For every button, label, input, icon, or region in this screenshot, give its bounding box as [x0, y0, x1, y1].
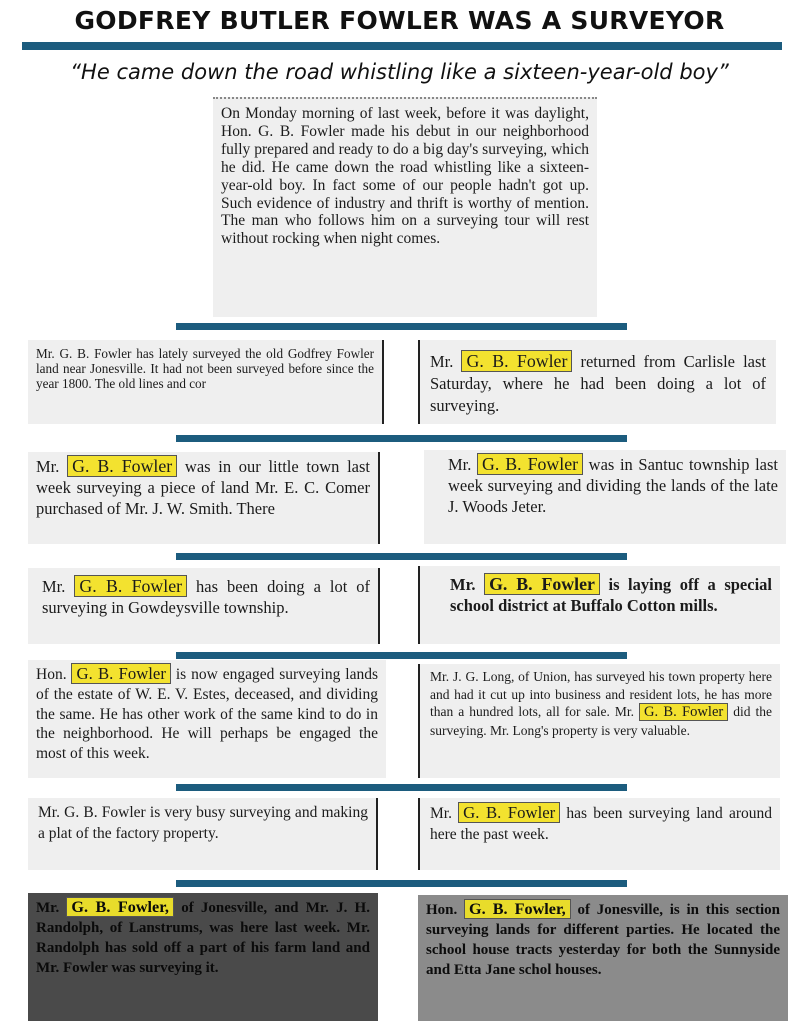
separator — [176, 435, 627, 442]
clipping-6 — [418, 566, 780, 644]
lead-clipping — [213, 97, 597, 317]
lead-clipping-text: On Monday morning of last week, before it was daylight, Hon. G. B. Fowler made his debut in our neighborhood fully prepared and ready to do a big day's surveying, which he did. He came down the road whistling like a sixteen-year-old boy. In fact some of our people hadn't got up. Such evidence of industry and thrift is worthy of mention. The man who follows him on a surveying tour will rest without rocking when night comes. — [221, 105, 589, 248]
highlighted-name: G. B. Fowler — [74, 575, 187, 597]
clipping-1 — [28, 340, 384, 424]
clipping-5 — [28, 568, 380, 644]
separator — [176, 553, 627, 560]
highlighted-name: G. B. Fowler — [477, 453, 583, 475]
title-rule — [22, 42, 782, 50]
highlighted-name: G. B. Fowler — [461, 350, 572, 372]
clipping-text: Mr. G. B. Fowler has been surveying land around here the past week. — [430, 803, 773, 843]
highlighted-name: G. B. Fowler, — [66, 897, 174, 917]
clipping-12 — [418, 895, 788, 1021]
highlighted-name: G. B. Fowler — [484, 573, 600, 595]
clipping-10 — [418, 798, 780, 870]
highlighted-name: G. B. Fowler — [71, 663, 170, 684]
clipping-text: Mr. G. B. Fowler has lately surveyed the old Godfrey Fowler land near Jonesville. It had not been surveyed before since the year 1800. The old lines and cor — [36, 346, 374, 392]
clipping-text: Hon. G. B. Fowler, of Jonesville, is in this section surveying lands for different parties. He located the school house tracts yesterday for both the Sunnyside and Etta Jane schol houses. — [426, 900, 781, 978]
clipping-text: Mr. G. B. Fowler was in Santuc township last week surveying and dividing the lands of the late J. Woods Jeter. — [448, 454, 778, 516]
highlighted-name: G. B. Fowler — [67, 455, 177, 477]
highlighted-name: G. B. Fowler — [458, 802, 560, 823]
clipping-text: Mr. G. B. Fowler, of Jonesville, and Mr. J. H. Randolph, of Lanstrums, was here last week. Mr. Randolph has sold off a part of his farm land and Mr. Fowler was surveying it. — [36, 898, 370, 976]
clipping-3 — [28, 452, 380, 544]
clipping-11 — [28, 893, 378, 1021]
page-subtitle: “He came down the road whistling like a sixteen-year-old boy” — [70, 60, 729, 84]
clipping-text: Hon. G. B. Fowler is now engaged surveying lands of the estate of W. E. V. Estes, deceased, and dividing the same. He has other work of the same kind to do in the neighborhood. He will perhaps be engaged the most of this week. — [36, 664, 378, 763]
clipping-8 — [418, 664, 780, 778]
clipping-2 — [418, 340, 776, 424]
separator — [176, 652, 627, 659]
clipping-text: Mr. G. B. Fowler is very busy surveying and making a plat of the factory property. — [38, 804, 368, 842]
separator — [176, 323, 627, 330]
clipping-7 — [28, 660, 386, 778]
clipping-text: Mr. G. B. Fowler was in our little town last week surveying a piece of land Mr. E. C. Comer purchased of Mr. J. W. Smith. There — [36, 456, 370, 518]
highlighted-name: G. B. Fowler, — [464, 899, 571, 919]
highlighted-name: G. B. Fowler — [639, 703, 728, 721]
clipping-9 — [28, 798, 378, 870]
page-title: GODFREY BUTLER FOWLER WAS A SURVEYOR — [74, 6, 725, 35]
separator — [176, 880, 627, 887]
separator — [176, 784, 627, 791]
clipping-text: Mr. G. B. Fowler has been doing a lot of surveying in Gowdeysville township. — [42, 576, 371, 617]
clipping-text: Mr. G. B. Fowler is laying off a special school district at Buffalo Cotton mills. — [450, 574, 772, 615]
clipping-4 — [424, 450, 786, 544]
clipping-text: Mr. J. G. Long, of Union, has surveyed his town property here and had it cut up into business and resident lots, he has more than a hundred lots, all for sale. Mr. G. B. Fowler did the surveying. Mr. Long's property is very valuable. — [430, 669, 772, 738]
clipping-text: Mr. G. B. Fowler returned from Carlisle last Saturday, where he had been doing a lot of surveying. — [430, 351, 766, 415]
